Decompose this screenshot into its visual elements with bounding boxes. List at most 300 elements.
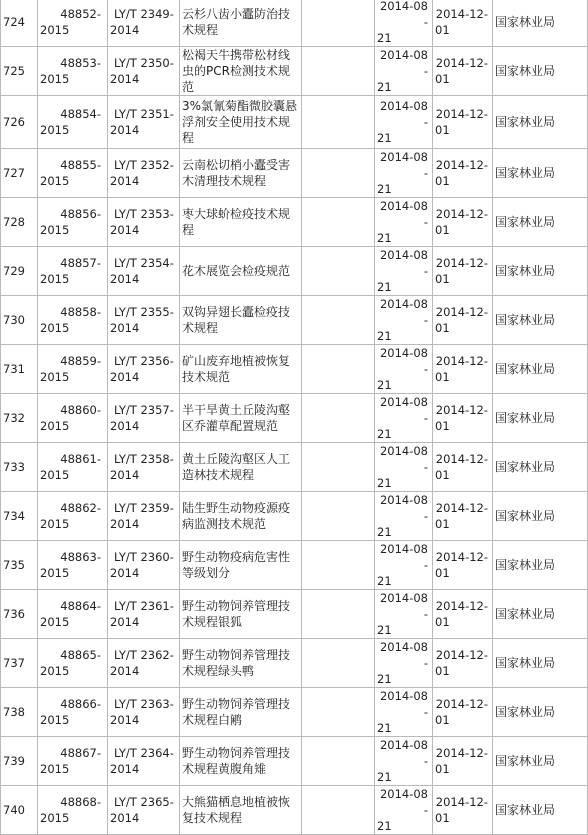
effective-date: [433, 0, 493, 47]
cell-id-b: 2015: [40, 762, 70, 776]
cell-eff-a: 2014-12-: [435, 550, 488, 564]
cell-eff-a: 2014-12-: [435, 56, 488, 70]
cell-id-a: 48856-: [60, 207, 101, 221]
issuing-authority: [493, 296, 588, 345]
cell-std-a: LY/T 2353-: [114, 207, 174, 221]
issuing-authority: [493, 639, 588, 688]
standard-title: [180, 737, 302, 786]
cell-id-b: 2015: [40, 223, 70, 237]
cell-num: 735: [3, 558, 25, 572]
empty-cell: [302, 149, 375, 198]
cell-std-a: LY/T 2365-: [114, 795, 174, 809]
cell-title: 矿山废弃地植被恢复技术规范: [182, 354, 291, 384]
cell-id-a: 48858-: [60, 305, 101, 319]
table-row: [1, 639, 588, 688]
cell-id-a: 48852-: [60, 7, 101, 21]
cell-std-b: 2014: [110, 321, 140, 335]
cell-org: 国家林业局: [495, 264, 556, 278]
empty-cell: [302, 247, 375, 296]
standard-code: [108, 590, 180, 639]
cell-org: 国家林业局: [495, 558, 556, 572]
cell-std-b: 2014: [110, 223, 140, 237]
row-number: [1, 247, 38, 296]
cell-eff-a: 2014-12-: [435, 697, 488, 711]
issuing-authority: [493, 688, 588, 737]
cell-eff-a: 2014-12-: [435, 795, 488, 809]
publish-date: [375, 345, 433, 394]
cell-pub-b: 21: [377, 231, 392, 245]
cell-eff-b: 01: [435, 664, 450, 678]
cell-title: 野生动物饲养管理技术规程黄腹角雉: [182, 746, 291, 776]
empty-cell: [302, 737, 375, 786]
issuing-authority: [493, 394, 588, 443]
cell-pub-b: 21: [377, 427, 392, 441]
row-number: [1, 639, 38, 688]
issuing-authority: [493, 492, 588, 541]
publish-date: [375, 47, 433, 96]
cell-std-a: LY/T 2354-: [114, 256, 174, 270]
publish-date: [375, 737, 433, 786]
cell-pub-a: 2014-08-: [379, 444, 428, 474]
cell-eff-b: 01: [435, 762, 450, 776]
cell-pub-b: 21: [377, 80, 392, 94]
row-number: [1, 492, 38, 541]
cell-id-a: 48866-: [60, 697, 101, 711]
row-number: [1, 737, 38, 786]
standard-title: [180, 198, 302, 247]
standard-title: [180, 492, 302, 541]
cell-pub-b: 21: [377, 280, 392, 294]
cell-std-b: 2014: [110, 72, 140, 86]
effective-date: [433, 443, 493, 492]
cell-std-b: 2014: [110, 664, 140, 678]
cell-eff-a: 2014-12-: [435, 107, 488, 121]
row-number: [1, 149, 38, 198]
cell-id-a: 48853-: [60, 56, 101, 70]
cell-num: 733: [3, 460, 25, 474]
cell-org: 国家林业局: [495, 754, 556, 768]
cell-pub-a: 2014-08-: [379, 738, 428, 768]
publish-date: [375, 394, 433, 443]
empty-cell: [302, 394, 375, 443]
cell-org: 国家林业局: [495, 607, 556, 621]
publish-date: [375, 296, 433, 345]
cell-id-a: 48861-: [60, 452, 101, 466]
cell-std-b: 2014: [110, 23, 140, 37]
cell-std-a: LY/T 2361-: [114, 599, 174, 613]
cell-pub-a: 2014-08-: [379, 493, 428, 523]
cell-num: 725: [3, 64, 25, 78]
standard-code: [108, 443, 180, 492]
cell-pub-a: 2014-08-: [379, 0, 428, 29]
effective-date: [433, 639, 493, 688]
cell-id-b: 2015: [40, 370, 70, 384]
issuing-authority: [493, 541, 588, 590]
table-row: [1, 296, 588, 345]
standard-code: [108, 737, 180, 786]
cell-id-a: 48860-: [60, 403, 101, 417]
standard-title: [180, 296, 302, 345]
cell-org: 国家林业局: [495, 509, 556, 523]
cell-std-a: LY/T 2355-: [114, 305, 174, 319]
standard-code: [108, 541, 180, 590]
cell-pub-a: 2014-08-: [379, 542, 428, 572]
standard-code: [108, 96, 180, 149]
empty-cell: [302, 786, 375, 835]
effective-date: [433, 492, 493, 541]
cell-id-a: 48857-: [60, 256, 101, 270]
cell-std-a: LY/T 2364-: [114, 746, 174, 760]
cell-pub-a: 2014-08-: [379, 297, 428, 327]
cell-pub-b: 21: [377, 672, 392, 686]
row-number: [1, 296, 38, 345]
cell-num: 724: [3, 15, 25, 29]
record-id: [38, 541, 108, 590]
table-row: [1, 0, 588, 47]
cell-pub-a: 2014-08-: [379, 640, 428, 670]
cell-id-b: 2015: [40, 272, 70, 286]
standard-code: [108, 296, 180, 345]
cell-std-b: 2014: [110, 566, 140, 580]
effective-date: [433, 394, 493, 443]
cell-title: 野生动物饲养管理技术规程银狐: [182, 599, 291, 629]
effective-date: [433, 345, 493, 394]
record-id: [38, 0, 108, 47]
record-id: [38, 47, 108, 96]
cell-id-b: 2015: [40, 517, 70, 531]
effective-date: [433, 688, 493, 737]
cell-pub-b: 21: [377, 819, 392, 833]
cell-std-b: 2014: [110, 811, 140, 825]
cell-num: 739: [3, 754, 25, 768]
empty-cell: [302, 541, 375, 590]
record-id: [38, 492, 108, 541]
cell-title: 野生动物饲养管理技术规程白鹇: [182, 697, 291, 727]
publish-date: [375, 96, 433, 149]
standard-code: [108, 0, 180, 47]
cell-num: 732: [3, 411, 25, 425]
cell-title: 3%氯氰菊酯微胶囊悬浮剂安全使用技术规程: [182, 99, 298, 145]
cell-eff-b: 01: [435, 223, 450, 237]
cell-org: 国家林业局: [495, 313, 556, 327]
cell-id-b: 2015: [40, 23, 70, 37]
standard-code: [108, 247, 180, 296]
record-id: [38, 443, 108, 492]
cell-eff-b: 01: [435, 272, 450, 286]
issuing-authority: [493, 786, 588, 835]
cell-org: 国家林业局: [495, 705, 556, 719]
issuing-authority: [493, 198, 588, 247]
standard-title: [180, 345, 302, 394]
cell-eff-b: 01: [435, 713, 450, 727]
cell-org: 国家林业局: [495, 64, 556, 78]
cell-std-a: LY/T 2360-: [114, 550, 174, 564]
cell-eff-a: 2014-12-: [435, 746, 488, 760]
publish-date: [375, 688, 433, 737]
table-row: [1, 541, 588, 590]
standard-title: [180, 394, 302, 443]
cell-pub-b: 21: [377, 476, 392, 490]
empty-cell: [302, 96, 375, 149]
cell-std-b: 2014: [110, 615, 140, 629]
empty-cell: [302, 639, 375, 688]
row-number: [1, 688, 38, 737]
effective-date: [433, 786, 493, 835]
table-row: [1, 590, 588, 639]
cell-eff-b: 01: [435, 321, 450, 335]
cell-pub-b: 21: [377, 770, 392, 784]
effective-date: [433, 590, 493, 639]
empty-cell: [302, 296, 375, 345]
cell-num: 740: [3, 803, 25, 817]
cell-eff-a: 2014-12-: [435, 452, 488, 466]
record-id: [38, 149, 108, 198]
cell-std-a: LY/T 2362-: [114, 648, 174, 662]
empty-cell: [302, 47, 375, 96]
cell-pub-b: 21: [377, 721, 392, 735]
cell-pub-a: 2014-08-: [379, 346, 428, 376]
cell-std-b: 2014: [110, 468, 140, 482]
row-number: [1, 786, 38, 835]
table-row: [1, 394, 588, 443]
cell-id-b: 2015: [40, 419, 70, 433]
publish-date: [375, 590, 433, 639]
row-number: [1, 443, 38, 492]
cell-std-a: LY/T 2356-: [114, 354, 174, 368]
standard-title: [180, 247, 302, 296]
cell-std-a: LY/T 2350-: [114, 56, 174, 70]
cell-std-a: LY/T 2359-: [114, 501, 174, 515]
cell-id-b: 2015: [40, 615, 70, 629]
cell-pub-b: 21: [377, 131, 392, 145]
record-id: [38, 639, 108, 688]
cell-eff-b: 01: [435, 123, 450, 137]
cell-org: 国家林业局: [495, 115, 556, 129]
cell-pub-a: 2014-08-: [379, 248, 428, 278]
cell-org: 国家林业局: [495, 460, 556, 474]
effective-date: [433, 737, 493, 786]
cell-std-a: LY/T 2358-: [114, 452, 174, 466]
table-row: [1, 149, 588, 198]
cell-std-b: 2014: [110, 272, 140, 286]
cell-title: 黄土丘陵沟壑区人工造林技术规程: [182, 452, 291, 482]
effective-date: [433, 47, 493, 96]
standard-title: [180, 786, 302, 835]
cell-id-a: 48865-: [60, 648, 101, 662]
cell-eff-b: 01: [435, 517, 450, 531]
record-id: [38, 296, 108, 345]
cell-pub-a: 2014-08-: [379, 199, 428, 229]
empty-cell: [302, 590, 375, 639]
cell-eff-a: 2014-12-: [435, 256, 488, 270]
cell-std-b: 2014: [110, 123, 140, 137]
cell-eff-a: 2014-12-: [435, 599, 488, 613]
issuing-authority: [493, 443, 588, 492]
issuing-authority: [493, 0, 588, 47]
table-row: [1, 345, 588, 394]
record-id: [38, 96, 108, 149]
publish-date: [375, 443, 433, 492]
cell-org: 国家林业局: [495, 362, 556, 376]
cell-org: 国家林业局: [495, 15, 556, 29]
table-row: [1, 492, 588, 541]
cell-eff-a: 2014-12-: [435, 403, 488, 417]
cell-std-b: 2014: [110, 517, 140, 531]
cell-num: 727: [3, 166, 25, 180]
cell-eff-b: 01: [435, 174, 450, 188]
cell-num: 728: [3, 215, 25, 229]
cell-std-b: 2014: [110, 174, 140, 188]
cell-id-a: 48862-: [60, 501, 101, 515]
cell-std-a: LY/T 2352-: [114, 158, 174, 172]
standard-title: [180, 639, 302, 688]
cell-title: 花木展览会检疫规范: [182, 264, 291, 278]
cell-id-b: 2015: [40, 123, 70, 137]
table-row: [1, 247, 588, 296]
standard-title: [180, 443, 302, 492]
publish-date: [375, 639, 433, 688]
issuing-authority: [493, 590, 588, 639]
cell-pub-b: 21: [377, 378, 392, 392]
standard-title: [180, 688, 302, 737]
record-id: [38, 737, 108, 786]
row-number: [1, 198, 38, 247]
standard-code: [108, 149, 180, 198]
cell-id-b: 2015: [40, 566, 70, 580]
row-number: [1, 590, 38, 639]
cell-pub-a: 2014-08-: [379, 591, 428, 621]
cell-std-a: LY/T 2351-: [114, 107, 174, 121]
cell-pub-b: 21: [377, 31, 392, 45]
cell-num: 738: [3, 705, 25, 719]
cell-title: 双钩异翅长蠹检疫技术规程: [182, 305, 291, 335]
issuing-authority: [493, 737, 588, 786]
table-row: [1, 198, 588, 247]
publish-date: [375, 0, 433, 47]
cell-eff-a: 2014-12-: [435, 648, 488, 662]
cell-eff-b: 01: [435, 566, 450, 580]
publish-date: [375, 541, 433, 590]
cell-pub-b: 21: [377, 525, 392, 539]
standard-title: [180, 47, 302, 96]
standard-code: [108, 345, 180, 394]
effective-date: [433, 96, 493, 149]
effective-date: [433, 198, 493, 247]
cell-eff-a: 2014-12-: [435, 7, 488, 21]
cell-id-a: 48868-: [60, 795, 101, 809]
empty-cell: [302, 198, 375, 247]
cell-pub-a: 2014-08-: [379, 787, 428, 817]
table-row: [1, 47, 588, 96]
publish-date: [375, 247, 433, 296]
issuing-authority: [493, 96, 588, 149]
cell-id-a: 48855-: [60, 158, 101, 172]
cell-org: 国家林业局: [495, 166, 556, 180]
cell-pub-a: 2014-08-: [379, 48, 428, 78]
cell-std-a: LY/T 2357-: [114, 403, 174, 417]
cell-std-a: LY/T 2363-: [114, 697, 174, 711]
standard-title: [180, 541, 302, 590]
cell-pub-b: 21: [377, 182, 392, 196]
cell-num: 729: [3, 264, 25, 278]
cell-title: 半干旱黄土丘陵沟壑区乔灌草配置规范: [182, 403, 291, 433]
cell-pub-a: 2014-08-: [379, 150, 428, 180]
cell-id-b: 2015: [40, 174, 70, 188]
table-row: [1, 688, 588, 737]
cell-title: 野生动物饲养管理技术规程绿头鸭: [182, 648, 291, 678]
record-id: [38, 247, 108, 296]
issuing-authority: [493, 247, 588, 296]
cell-org: 国家林业局: [495, 411, 556, 425]
cell-eff-b: 01: [435, 468, 450, 482]
effective-date: [433, 149, 493, 198]
issuing-authority: [493, 345, 588, 394]
cell-eff-b: 01: [435, 811, 450, 825]
table-row: [1, 737, 588, 786]
issuing-authority: [493, 149, 588, 198]
cell-pub-b: 21: [377, 623, 392, 637]
cell-id-b: 2015: [40, 321, 70, 335]
cell-eff-a: 2014-12-: [435, 354, 488, 368]
cell-eff-b: 01: [435, 370, 450, 384]
cell-eff-a: 2014-12-: [435, 207, 488, 221]
cell-title: 枣大球蚧检疫技术规程: [182, 207, 291, 237]
standard-code: [108, 198, 180, 247]
row-number: [1, 541, 38, 590]
cell-id-b: 2015: [40, 664, 70, 678]
cell-pub-a: 2014-08-: [379, 689, 428, 719]
cell-org: 国家林业局: [495, 215, 556, 229]
cell-pub-b: 21: [377, 574, 392, 588]
effective-date: [433, 247, 493, 296]
cell-id-a: 48864-: [60, 599, 101, 613]
empty-cell: [302, 443, 375, 492]
empty-cell: [302, 492, 375, 541]
record-id: [38, 688, 108, 737]
record-id: [38, 590, 108, 639]
cell-title: 云杉八齿小蠹防治技术规程: [182, 7, 291, 37]
cell-id-b: 2015: [40, 713, 70, 727]
publish-date: [375, 492, 433, 541]
cell-std-b: 2014: [110, 370, 140, 384]
empty-cell: [302, 0, 375, 47]
cell-num: 737: [3, 656, 25, 670]
record-id: [38, 198, 108, 247]
cell-pub-a: 2014-08-: [379, 99, 428, 129]
publish-date: [375, 149, 433, 198]
cell-pub-b: 21: [377, 329, 392, 343]
cell-eff-a: 2014-12-: [435, 158, 488, 172]
row-number: [1, 394, 38, 443]
cell-num: 730: [3, 313, 25, 327]
empty-cell: [302, 345, 375, 394]
empty-cell: [302, 688, 375, 737]
record-id: [38, 345, 108, 394]
table-row: [1, 786, 588, 835]
cell-eff-b: 01: [435, 419, 450, 433]
standards-table-body: [1, 0, 588, 835]
standard-title: [180, 96, 302, 149]
cell-num: 734: [3, 509, 25, 523]
cell-title: 大熊猫栖息地植被恢复技术规程: [182, 795, 291, 825]
standard-title: [180, 0, 302, 47]
cell-eff-a: 2014-12-: [435, 501, 488, 515]
cell-id-a: 48867-: [60, 746, 101, 760]
cell-eff-b: 01: [435, 615, 450, 629]
cell-num: 731: [3, 362, 25, 376]
cell-title: 陆生野生动物疫源疫病监测技术规范: [182, 501, 291, 531]
row-number: [1, 47, 38, 96]
